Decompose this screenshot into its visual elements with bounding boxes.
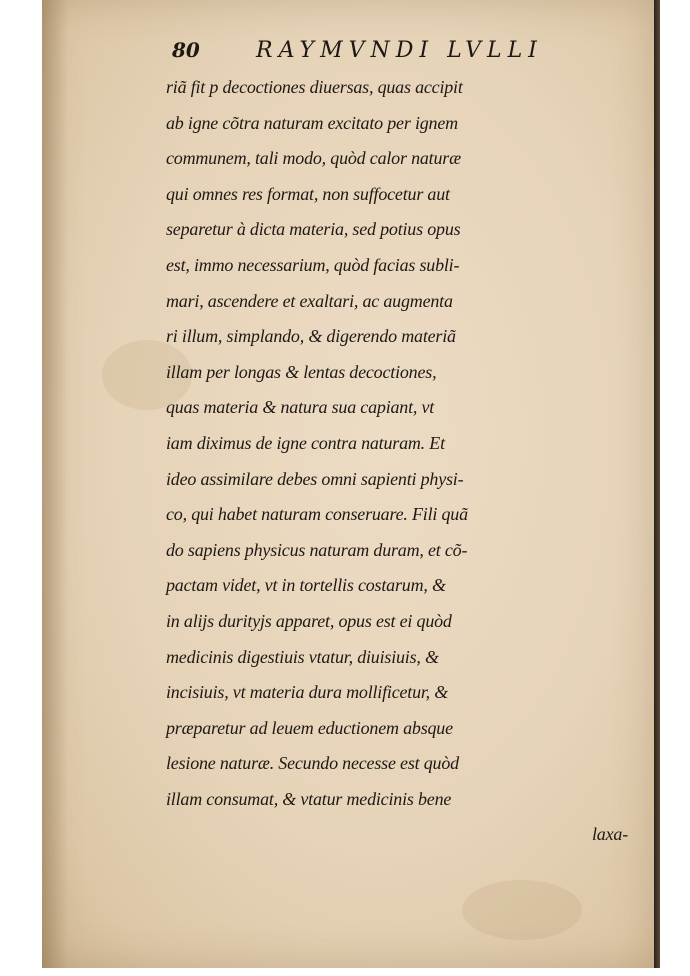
running-head: RAYMVNDI LVLLI	[256, 38, 543, 63]
text-line: præparetur ad leuem eductionem absque	[166, 717, 453, 738]
text-line: medicinis digestiuis vtatur, diuisiuis, &	[166, 646, 439, 667]
page-number: 80	[172, 38, 200, 62]
text-line: lesione naturæ. Secundo necesse est quòd	[166, 753, 459, 774]
page-header	[172, 38, 592, 70]
text-line: pactam videt, vt in tortellis costarum, &	[166, 575, 446, 596]
text-line: iam diximus de igne contra naturam. Et	[166, 432, 445, 453]
body-text	[166, 70, 636, 853]
text-line: co, qui habet naturam conseruare. Fili quã	[166, 504, 468, 525]
text-line: est, immo necessarium, quòd facias subli-	[166, 254, 460, 275]
text-line: communem, tali modo, quòd calor naturæ	[166, 148, 461, 169]
text-line: separetur à dicta materia, sed potius opus	[166, 219, 461, 240]
text-line: ri illum, simplando, & digerendo materiã	[166, 326, 456, 347]
text-line: ab igne cõtra naturam excitato per ignem	[166, 112, 458, 133]
text-line: illam consumat, & vtatur medicinis bene	[166, 788, 452, 809]
paper-stain	[462, 880, 582, 940]
text-line: riã fit p decoctiones diuersas, quas accipit	[166, 77, 463, 97]
text-line: qui omnes res format, non suffocetur aut	[166, 183, 450, 204]
catchword: laxa-	[592, 824, 628, 845]
text-line: illam per longas & lentas decoctiones,	[166, 361, 437, 382]
text-line: in alijs durityjs apparet, opus est ei quòd	[166, 610, 452, 631]
text-line: incisiuis, vt materia dura mollificetur, &	[166, 682, 449, 703]
text-line: do sapiens physicus naturam duram, et cõ-	[166, 539, 468, 560]
text-line: ideo assimilare debes omni sapienti physi-	[166, 468, 464, 489]
page-edge	[654, 0, 660, 968]
text-line: mari, ascendere et exaltari, ac augmenta	[166, 290, 453, 311]
text-line: quas materia & natura sua capiant, vt	[166, 397, 435, 418]
